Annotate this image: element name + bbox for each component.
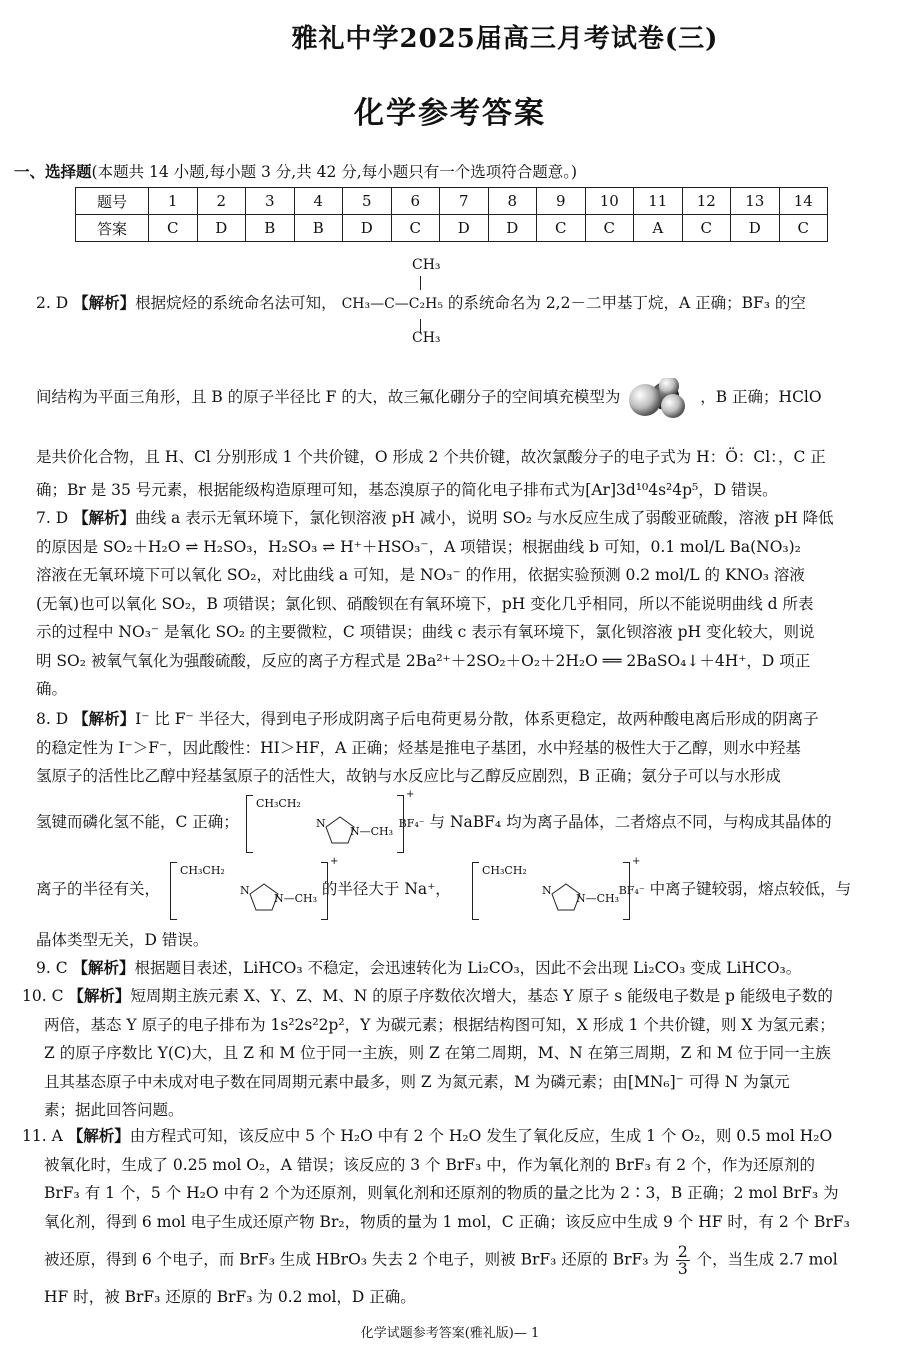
charge-plus: + — [632, 856, 641, 867]
table-cell: B — [294, 215, 343, 242]
table-cell: C — [391, 215, 440, 242]
nitrogen-atom: N — [240, 884, 250, 897]
text-line: 且其基态原子中未成对电子数在同周期元素中最多，则 Z 为氮元素，M 为磷元素；由[MN₆]⁻ 可得 N 为氯元 — [44, 1072, 790, 1091]
row-header: 答案 — [76, 215, 149, 242]
answer-table — [75, 187, 828, 242]
nitrogen-atom: N — [316, 817, 326, 830]
text-run: 的系统命名为 2,2－二甲基丁烷，A 正确；BF₃ 的空 — [447, 294, 806, 312]
table-cell: D — [197, 215, 246, 242]
text-line: 氢原子的活性比乙醇中羟基氢原子的活性大，故钠与水反应比与乙醇反应剧烈，B 正确；氨分子可以与水形成 — [36, 767, 781, 785]
table-cell: 14 — [779, 188, 828, 215]
answer-q9 — [36, 954, 886, 983]
nitrogen-atom: N — [542, 884, 552, 897]
table-cell: C — [779, 215, 828, 242]
text-line: HF 时，被 BrF₃ 还原的 BrF₃ 为 0.2 mol，D 正确。 — [44, 1288, 416, 1306]
table-cell: 3 — [246, 188, 295, 215]
answer-q7 — [36, 504, 886, 704]
text-run: ，B 正确；HClO — [700, 388, 822, 406]
text-run: 个，当生成 2.7 mol — [696, 1250, 838, 1269]
text-line: 的原因是 SO₂＋H₂O ⇌ H₂SO₃，H₂SO₃ ⇌ H⁺＋HSO₃⁻，A 项错误；根据曲线 b 可知，0.1 mol/L Ba(NO₃)₂ — [36, 537, 801, 556]
section-label: 一、选择题 — [14, 162, 92, 181]
fraction-numerator: 2 — [677, 1243, 688, 1261]
exam-header: 雅礼中学2025届高三月考试卷(三) — [291, 24, 719, 54]
table-cell: D — [440, 215, 489, 242]
table-cell: A — [634, 215, 683, 242]
methyl-group: N—CH₃ — [350, 825, 394, 838]
table-cell: 11 — [634, 188, 683, 215]
fraction-denominator: 3 — [677, 1260, 688, 1278]
table-cell: 4 — [294, 188, 343, 215]
analysis-tag: 【解析】 — [72, 958, 135, 977]
text-line: 明 SO₂ 被氧气氧化为强酸硫酸，反应的离子方程式是 2Ba²⁺＋2SO₂＋O₂＋2H₂O ══ 2BaSO₄↓＋4H⁺，D 项正 — [36, 651, 811, 670]
struct-main-chain: CH₃—C—C₂H₅ — [341, 296, 443, 312]
text-run: 与 NaBF₄ 均为离子晶体，二者熔点不同，与构成其晶体的 — [429, 813, 832, 831]
text-line: BrF₃ 有 1 个，5 个 H₂O 中有 2 个为还原剂，则氧化剂和还原剂的物质的量之比为 2∶3，B 正确；2 mol BrF₃ 为 — [44, 1184, 839, 1202]
text-run: 被还原，得到 6 个电子，而 BrF₃ 生成 HBrO₃ 失去 2 个电子，则被 BrF₃ 还原的 BrF₃ 为 — [44, 1250, 669, 1269]
question-number: 10. C — [22, 987, 64, 1005]
analysis-tag: 【解析】 — [67, 1126, 130, 1145]
table-cell: D — [731, 215, 780, 242]
text-run: 离子的半径有关， — [36, 880, 161, 898]
text-run: 由方程式可知，该反应中 5 个 H₂O 中有 2 个 H₂O 发生了氧化反应，生成 1 个 O₂，则 0.5 mol H₂O — [129, 1127, 833, 1145]
table-cell: 12 — [682, 188, 731, 215]
table-cell: 9 — [537, 188, 586, 215]
text-line: Z 的原子序数比 Y(C)大，且 Z 和 M 位于同一主族，则 Z 在第二周期，M、N 在第三周期，Z 和 M 位于同一主族 — [44, 1044, 831, 1062]
text-line: 溶液在无氧环境下可以氧化 SO₂，对比曲线 a 可知，是 NO₃⁻ 的作用，依据实验预测 0.2 mol/L 的 KNO₃ 溶液 — [36, 566, 805, 584]
question-number: 11. A — [22, 1127, 63, 1145]
text-line: 素；据此回答问题。 — [44, 1101, 184, 1119]
answer-q11 — [22, 1122, 886, 1312]
methyl-group: N—CH₃ — [576, 892, 620, 905]
section-desc: (本题共 14 小题,每小题 3 分,共 42 分,每小题只有一个选项符合题意。) — [91, 163, 578, 181]
table-cell: D — [343, 215, 392, 242]
struct-top-methyl: CH₃ — [412, 257, 441, 273]
ethyl-group: CH₃CH₂ — [180, 864, 225, 877]
table-cell: C — [537, 215, 586, 242]
table-cell: D — [488, 215, 537, 242]
table-cell: 8 — [488, 188, 537, 215]
answer-q2-line4: 确；Br 是 35 号元素，根据能级构造原理可知，基态溴原子的简化电子排布式为[Ar]3d¹⁰4s²4p⁵，D 错误。 — [36, 481, 778, 499]
text-run: 的半径大于 Na⁺， — [321, 880, 451, 898]
text-line: 确。 — [36, 680, 68, 698]
text-line: 被氧化时，生成了 0.25 mol O₂，A 错误；该反应的 3 个 BrF₃ 中，作为氧化剂的 BrF₃ 有 2 个，作为还原剂的 — [44, 1155, 815, 1174]
answer-q8-line6: 晶体类型无关，D 错误。 — [36, 931, 209, 949]
answer-q2-line3: 是共价化合物，且 H、Cl 分别形成 1 个共价键，O 形成 2 个共价键，故次氯酸分子的电子式为 H：Ö：Cl：，C 正 — [36, 448, 826, 466]
text-line: 的稳定性为 I⁻＞F⁻，因此酸性：HI＞HF，A 正确；烃基是推电子基团，水中羟基的极性大于乙醇，则水中羟基 — [36, 738, 801, 757]
answer-q8 — [36, 705, 886, 791]
bf4-label: BF₄⁻ — [398, 817, 425, 830]
table-cell: B — [246, 215, 295, 242]
text-run: 曲线 a 表示无氧环境下，氯化钡溶液 pH 减小，说明 SO₂ 与水反应生成了弱酸亚硫酸，溶液 pH 降低 — [135, 509, 834, 527]
text-run: 根据烷烃的系统命名法可知， — [135, 294, 337, 312]
methyl-group: N—CH₃ — [274, 892, 318, 905]
table-cell: C — [585, 215, 634, 242]
question-number: 8. D — [36, 710, 69, 728]
text-line: 氧化剂，得到 6 mol 电子生成还原产物 Br₂，物质的量为 1 mol，C 正确；该反应中生成 9 个 HF 时，有 2 个 BrF₃ — [44, 1212, 850, 1231]
table-cell: 2 — [197, 188, 246, 215]
table-cell: 7 — [440, 188, 489, 215]
answer-q2-line1 — [36, 289, 886, 319]
table-cell: 1 — [149, 188, 198, 215]
table-cell: C — [149, 215, 198, 242]
charge-plus: + — [406, 789, 415, 800]
table-cell: 13 — [731, 188, 780, 215]
struct-bond-line — [420, 276, 422, 290]
analysis-tag: 【解析】 — [68, 986, 131, 1005]
analysis-tag: 【解析】 — [73, 508, 136, 527]
page-title: 化学参考答案 — [354, 96, 546, 131]
text-run: 间结构为平面三角形，且 B 的原子半径比 F 的大，故三氟化硼分子的空间填充模型为 — [36, 388, 621, 406]
table-row — [76, 188, 828, 215]
answer-q10 — [22, 982, 886, 1125]
table-row — [76, 215, 828, 242]
text-run: I⁻ 比 F⁻ 半径大，得到电子形成阴离子后电荷更易分散，体系更稳定，故两种酸电离后形成的阴离子 — [135, 710, 819, 728]
analysis-tag: 【解析】 — [73, 293, 136, 312]
text-line: (无氧)也可以氧化 SO₂，B 项错误；氯化钡、硝酸钡在有氧环境下，pH 变化几乎相同，所以不能说明曲线 d 所表 — [36, 594, 814, 613]
text-line: 示的过程中 NO₃⁻ 是氧化 SO₂ 的主要微粒，C 项错误；曲线 c 表示有氧环境下，氯化钡溶液 pH 变化较大，则说 — [36, 623, 815, 641]
text-run: 氢键而磷化氢不能，C 正确； — [36, 813, 239, 831]
struct-bottom-methyl: CH₃ — [412, 330, 441, 346]
table-cell: 5 — [343, 188, 392, 215]
text-line: 两倍，基态 Y 原子的电子排布为 1s²2s²2p²，Y 为碳元素；根据结构图可知，X 形成 1 个共价键，则 X 为氢元素； — [44, 1015, 835, 1034]
page-footer: 化学试题参考答案(雅礼版)— 1 — [360, 1326, 540, 1341]
imidazolium-ion-structure — [170, 856, 339, 920]
text-line — [22, 1244, 886, 1277]
text-run: 中离子键较弱，熔点较低，与 — [649, 880, 852, 898]
analysis-tag: 【解析】 — [73, 709, 136, 728]
table-cell: 10 — [585, 188, 634, 215]
section-heading — [14, 160, 577, 182]
question-number: 2. D — [36, 294, 69, 312]
fraction — [676, 1244, 690, 1277]
ethyl-group: CH₃CH₂ — [256, 797, 301, 810]
ethyl-group: CH₃CH₂ — [482, 864, 527, 877]
question-number: 7. D — [36, 509, 69, 527]
charge-plus: + — [330, 856, 339, 867]
bf4-label: BF₄⁻ — [618, 884, 645, 897]
answer-q2-line2 — [36, 378, 886, 418]
answer-q8-line5 — [36, 875, 886, 906]
text-run: 短周期主族元素 X、Y、Z、M、N 的原子序数依次增大，基态 Y 原子 s 能级电子数是 p 能级电子数的 — [130, 987, 833, 1005]
question-number: 9. C — [36, 959, 68, 977]
bf3-space-filling-model-image — [625, 378, 695, 418]
table-cell: C — [682, 215, 731, 242]
text-run: 根据题目表述，LiHCO₃ 不稳定，会迅速转化为 Li₂CO₃，因此不会出现 Li₂CO₃ 变成 LiHCO₃。 — [134, 959, 802, 977]
row-header: 题号 — [76, 188, 149, 215]
answer-q8-line4 — [36, 808, 886, 839]
table-cell: 6 — [391, 188, 440, 215]
